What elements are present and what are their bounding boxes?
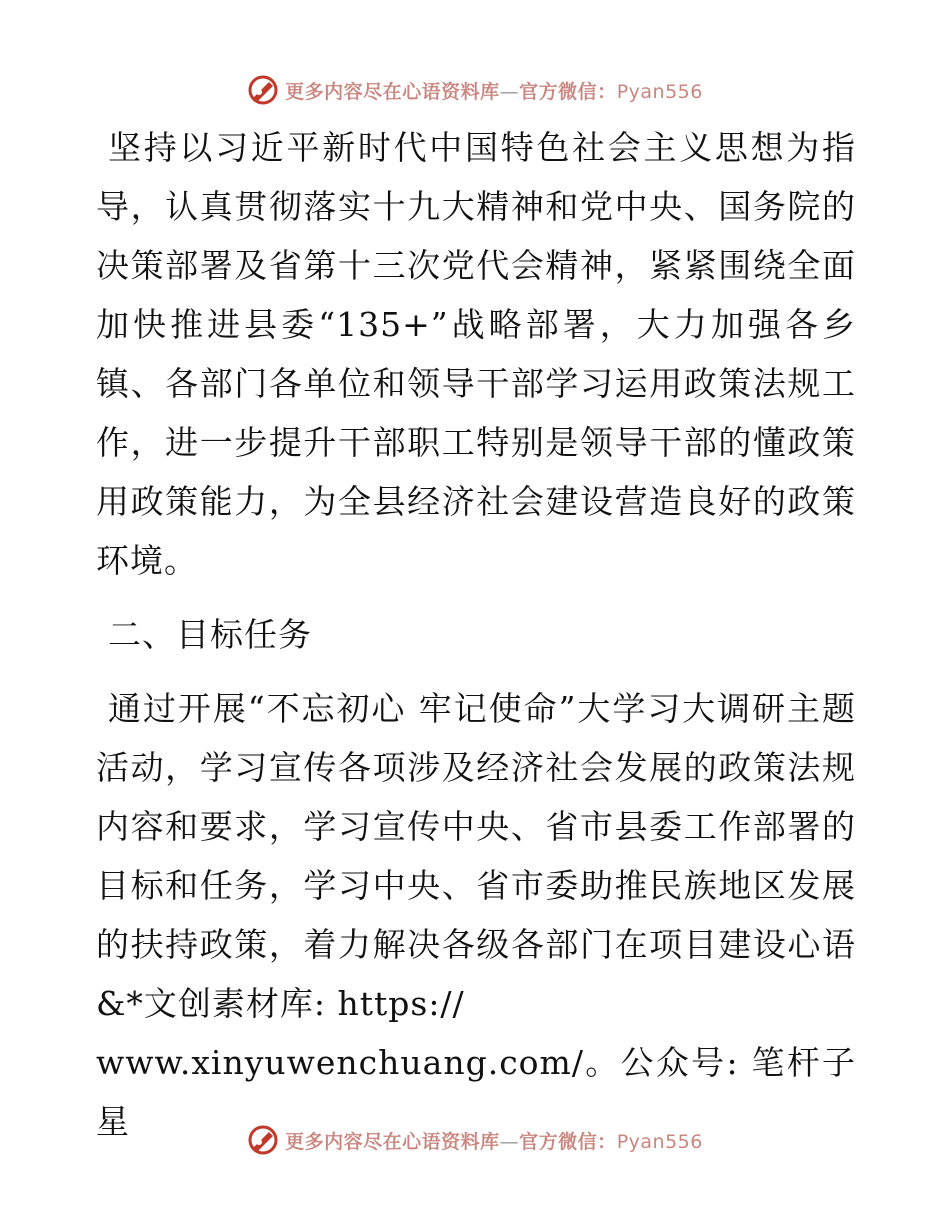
document-body	[96, 118, 856, 1151]
watermark-account: Pyan556	[616, 1130, 703, 1153]
watermark-suffix: 官方微信：	[519, 1130, 617, 1153]
watermark-suffix: 官方微信：	[519, 80, 617, 103]
brand-logo-icon	[247, 1124, 279, 1156]
watermark-separator: —	[499, 1130, 520, 1153]
watermark-account: Pyan556	[616, 80, 703, 103]
watermark-text	[285, 1127, 703, 1154]
paragraph-targets-text: 通过开展“不忘初心 牢记使命”大学习大调研主题活动，学习宣传各项涉及经济社会发展的政策法规内容和要求，学习宣传中央、省市县委工作部署的目标和任务，学习中央、省市委助推民族地区发展的扶持政策，着力解决各级各部门在项目建设心语&*文创素材库: https://	[96, 689, 856, 1023]
section-heading-targets: 二、目标任务	[108, 615, 312, 654]
watermark-brand: 更多内容尽在心语资料库	[285, 80, 500, 103]
watermark-header	[0, 70, 950, 110]
watermark-brand: 更多内容尽在心语资料库	[285, 1130, 500, 1153]
paragraph-targets	[96, 679, 856, 1151]
source-url-line: www.xinyuwenchuang.com/。公众号: 笔杆子星	[96, 1043, 856, 1141]
watermark-footer	[0, 1120, 950, 1160]
watermark-text	[285, 77, 703, 104]
watermark-separator: —	[499, 80, 520, 103]
brand-logo-icon	[247, 74, 279, 106]
paragraph-guiding-principle: 坚持以习近平新时代中国特色社会主义思想为指导，认真贯彻落实十九大精神和党中央、国务院的决策部署及省第十三次党代会精神，紧紧围绕全面加快推进县委“135+”战略部署，大力加强各乡镇、各部门各单位和领导干部学习运用政策法规工作，进一步提升干部职工特别是领导干部的懂政策用政策能力，为全县经济社会建设营造良好的政策环境。	[96, 128, 856, 580]
